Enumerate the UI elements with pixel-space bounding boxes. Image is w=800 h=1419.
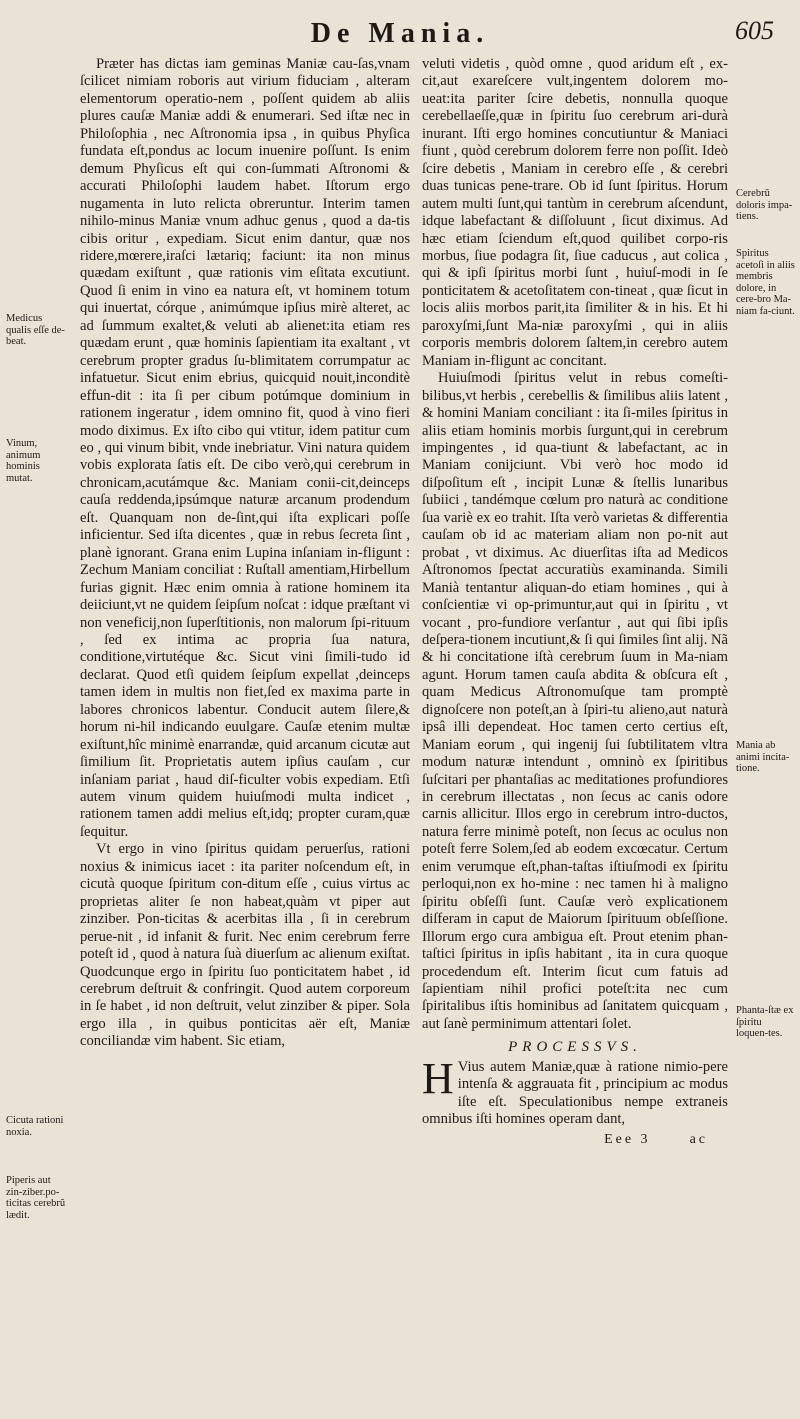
left-paragraph-2: Vt ergo in vino ſpiritus quidam peruerſus, rationi noxius & inimicus iacet : ita pariter noſcendum eſt, in cicutà quoque ſpiritum con-ditum eſſe , cuius virtus ac proprietas aliter ſe non habeat,quàm vt piper aut zinziber. Pon-ticitas & acerbitas illa , ſi in cerebrum perue-nit , id infanit & furit. Nec enim cerebrum ferre poteſt id , quod à natura ſuà diuerſum ac alienum exiſtat. Quodcunque ergo in ſpiritu ſuo ponticitatem habet , id cerebrum deſtruit & confringit. Quod autem corporeum in ſe habet , id non deſtruit, velut zinziber & piper. Sola ergo illa , in quibus ponticitas aër eſt, Maniæ conciliandæ vim habent. Sic etiam, <box>80 841 410 1050</box>
margin-note-right-3: Mania ab animi incita-tione. <box>736 740 790 774</box>
margin-note-right-2: Spiritus acetoſi in aliis membris dolore, in cere-bro Ma-niam fa-ciunt. <box>736 248 795 317</box>
left-paragraph-1: Præter has dictas iam geminas Maniæ cau-ſas,vnam ſcilicet nimiam roboris aut virium fiduciam , alteram elementorum operatio-nem , poſſent quidem ab aliis plures cauſæ Maniæ addi & enumerari. Sed iſtæ nec in Philoſophia , nec Aſtronomia ipsa , in quibus Phyſica fundata eſt,pondus ac locum inuenire poſſunt. Is enim demum Phyſicus eſt qui con-ſummati Aſtronomi & accurati Philoſophi laudem habet. Iſtorum ergo nugamenta in luto relicta obreruntur. Interim tamen nihilo-minus Maniæ vnum adhuc genus , quod a da-tis cibis oritur , expediam. Sicut enim dantur, quæ nos ridere,mœrere,iraſci lætariq; faciunt: ita non minus quædam exiſtunt , quæ rationis vim eſitata excutiunt. Quod ſi enim in vino ea natura eſt, vt hominem totum qui inuertat, córque , animúmque ipſius mirè alteret, ac ad ſummum exaltet,& veluti ab alienet:ita etiam res quædam erunt , quæ hominis ſapientiam ita exaltant , vt cerebrum propter gradus ſu-blimitatem corrumpatur ac infatuetur. Sicut enim ebrius, quicquid nouit,inconditè effun-dit : ita ſi per cibum potúmque dominium in rationem ingeratur , idem omnino fit, quod à vino fieri modo diximus. Ex iſto cibo qui vtitur, idem patitur cum eo , qui vinum bibit, vnde inebriatur. Vini natura quidem vobis explorata ſatis eſt. De cibo verò,qui cerebrum in chronicam,acutámque &c. Maniam conii-cit,deinceps cauſa reddenda,ipsúmque naturæ arcanum prodendum eſt. Quanquam non de-ſint,qui iſta explicari poſſe inficientur. Sed iſta dicentes , quæ in rebus ſecreta ſint , planè ignorant. Grana enim Lupina inſaniam in-fligunt : Zechum Maniam conciliat : Ruſtall amentiam,Hirbellum furias gignit. Hæc enim omnia à ratione hominem ita deiiciunt,vt ne quidem ſeipſum noſcat : idque præſtant vi non veneficij,non ſuperſtitionis, non malorum ſpi-rituum , ſed ex intima ac propria ſua natura, conditione,virtutéque &c. Sicut vini ſimili-tudo id declarat. Quod etſi quidem ſeipſum expellat ,deinceps tamen idem in multis non fiet,ſed ex maxima parte in labores chronicos labentur. Conducit autem ſilere,& horum ni-hil indicando euulgare. Cauſæ etenim multæ exiſtunt,hîc minimè enarrandæ, quid arcanum cicutæ aut ſimilium ſit. Proprietatis autem ipſius cauſam , cur inſaniam pariat , haud diſ-ficulter vobis expediam. Etſi autem vinum quidem huiuſmodi multa indicet , rationem tamen addi melius eſt,idq; propter curam,quæ ſequitur. <box>80 56 410 840</box>
right-text-column <box>422 56 728 1416</box>
signature-mark: Eee 3 <box>604 1131 651 1147</box>
section-heading: PROCESSVS. <box>508 1039 642 1056</box>
margin-note-left-1: Medicus qualis eſſe de-beat. <box>6 313 65 347</box>
margin-note-left-2: Vinum, animum hominis mutat. <box>6 438 41 484</box>
catchword: ac <box>689 1131 708 1147</box>
page-number: 605 <box>735 16 774 45</box>
running-title: De Mania. <box>310 18 490 49</box>
processus-paragraph <box>422 1053 728 1129</box>
margin-note-left-4: Piperis aut zin-ziber.po-ticitas cerebrũ lædit. <box>6 1175 66 1221</box>
margin-note-right-4: Phanta-ſtæ ex ſpiritu loquen-tes. <box>736 1005 794 1039</box>
margin-note-right-1: Cerebrũ doloris impa-tiens. <box>736 188 793 222</box>
signature-line <box>422 1131 728 1148</box>
drop-cap: H <box>422 1053 454 1103</box>
margin-note-left-3: Cicuta rationi noxia. <box>6 1115 64 1138</box>
processus-text: Vius autem Maniæ,quæ à ratione nimio-pere intenſa & aggrauata fit , principium ac modus iſte eſt. Speculationibus nempe extraneis omnibus iſti homines operam dant, <box>422 1058 728 1128</box>
right-paragraph-2: Huiuſmodi ſpiritus velut in rebus comeſti-bilibus,vt herbis , cerebellis & ſimilibus aliis latent , & homini Maniam conciliant : ita ſi-miles ſpiritus in aliis etiam hominis morbis ſurgunt,qui in cerebrum impingentes , id qua-tiunt & labefactant, ac in Maniam conijciunt. Vbi verò hoc modo id diſpoſitum eſt , incipit Lunæ & ſtellis lunaribus ſubiici , tandémque cœlum pro naturà ac conditione ſua variè ex eo trahit. Iſta verò varietas & differentia cauſam ob id ac materiam aliam non po-nit aut probat , vt diximus. Ac diuerſitas iſta ad Medicos Aſtronomos ſpectat accuratiùs examinanda. Simili Manià tentantur aliquan-do etiam homines , qui à conſcientiæ vi op-primuntur,aut qui in ſpiritu , vt vocant , pro-fundiore verſantur , aut qui ſibi ipſis deſpera-tionem incutiunt,& ſi qui ſimiles ſint alij. Nã & hi concitatione iſtà cerebrum ſuum in Ma-niam agunt. Horum tamen cauſa abdita & obſcura eſt , quam Medicus Aſtronomuſque tam promptè dignoſcere non poteſt,an à ſpiri-tu alieno,aut naturà ipsâ illi dependeat. Hoc tamen certo certius eſt, Maniam eorum , qui ingenij ſui ſubtilitatem vltra modum naturæ intendunt , omninò ex ſpiritibus ſuſcitari per phantaſias ac meditationes profundiores in cerebrum illectatas , non ſecus ac canis odore carnis allicitur. Illos ergo in cerebrum intro-ductos, natura ferre minimè poteſt, non ſecus ac oculus non poteſt ferre Solem,ſed ab eodem excœcatur. Certum enim verumque eſt,phan-taſtas iſtiuſmodi ex ſpiritu perloqui,non ex ho-mine : nec tamen hi à maligno ſpiritu obſeſſi ſunt. Cauſæ verò explicationem diſferam in caput de Maiorum ſpirituum obſeſſione. Illorum ergo cura ambigua eſt. Prout etenim phan-taſtici ſpiritus in ipſis habitant , ita in cura quoque procedendum eſt. Interim ſicut cum fatuis ad ſapientiam nihil profici poteſt:ita nec cum ſpiritalibus iſtis hominibus ad ſanitatem quicquam , aut ſanè perminimum attentari ſolet. <box>422 370 728 1032</box>
left-text-column <box>80 56 410 1402</box>
right-paragraph-1: veluti videtis , quòd omne , quod aridum eſt , ex-cit,aut exareſcere vult,ingentem dolorem mo-ueat:ita pariter ſcire debetis, nonnulla quoque cerebellaeſſe,quæ in ſpiritu ſuo cerebrum ari-durà inurant. Iſti ergo homines concutiuntur & Maniaci fiunt , quòd cerebrum dolorem ferre non poſſit. Ideò ſcire debetis , Maniam in cerebro eſſe , & cerebri duas tunicas pene-trare. Ob id ſunt ſpiritus. Horum autem multi ſunt,qui tantùm in cerebrum aſcendunt, idque labefactant & diſſoluunt , ſicut diximus. Ad hæc etiam ſciendum eſt,quod quilibet corpo-ris morbus, ſiue podagra ſit, ſiue caducus , aut colica , qui & ipſi ſpiritus morbi ſunt , huiuſ-modi in ſe ponticitatem & acetoſitatem con-tineat , quæ ſicut in locis aliis morbos parit,ita ſimiliter & in his. Et hi paroxyſmi,ſunt Ma-niæ paroxyſmi , qui in aliis corporis membris dolorem ſaltem,in cerebro autem Maniam in-fligunt ac concitant. <box>422 56 728 369</box>
